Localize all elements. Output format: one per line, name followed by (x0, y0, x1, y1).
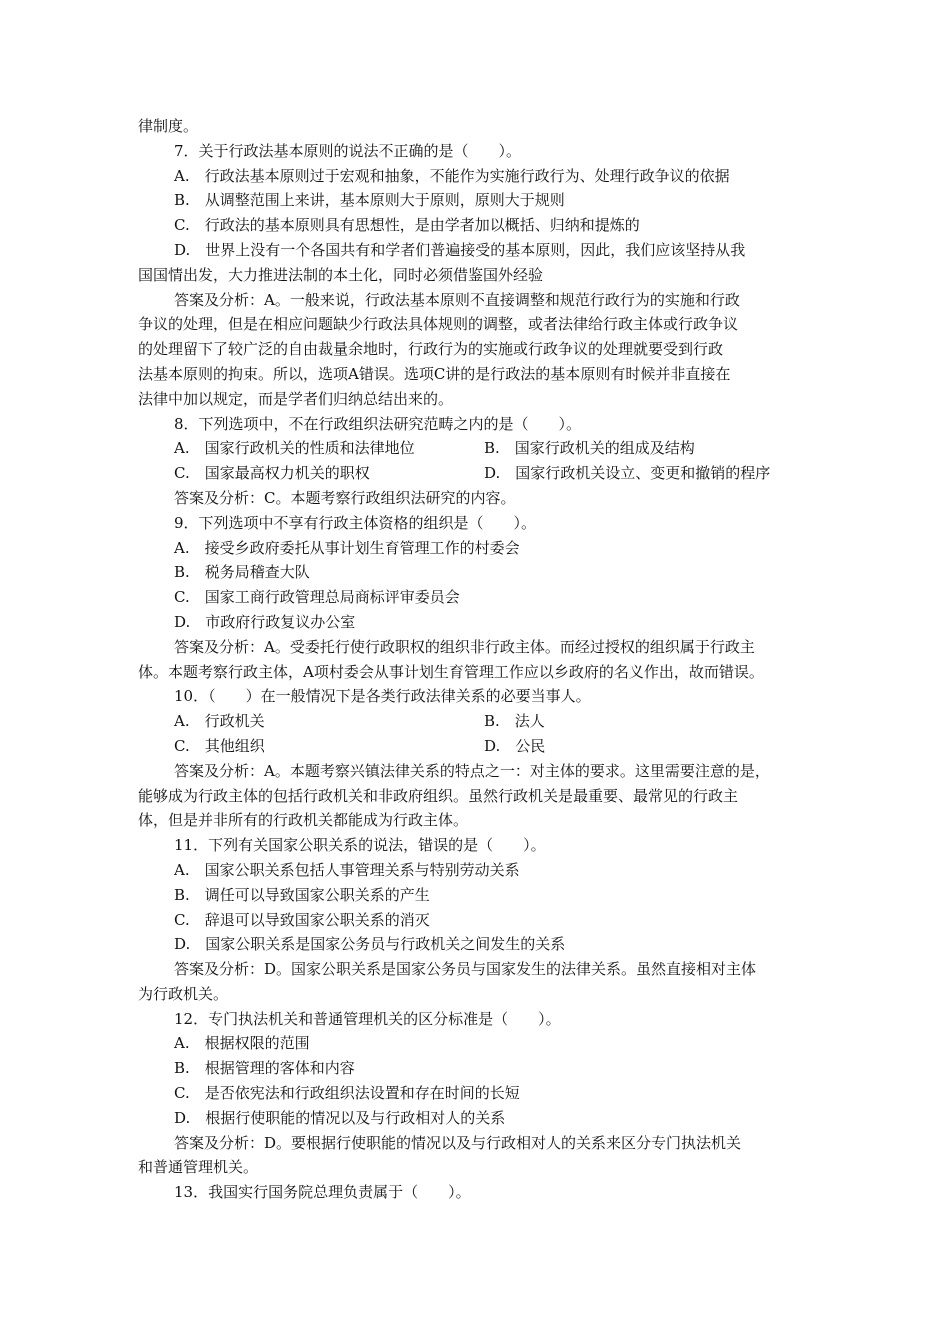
question-10-option-a: A. 行政机关 (174, 712, 265, 731)
question-10-answer-cont: 体，但是并非所有的行政机关都能成为行政主体。 (138, 811, 469, 830)
question-12-answer: 答案及分析：D。要根据行使职能的情况以及与行政相对人的关系来区分专门执法机关 (174, 1133, 742, 1152)
question-12-option-b: B. 根据管理的客体和内容 (174, 1059, 355, 1078)
question-7-option-c: C. 行政法的基本原则具有思想性，是由学者加以概括、归纳和提炼的 (174, 216, 640, 235)
question-9-option-c: C. 国家工商行政管理总局商标评审委员会 (174, 588, 460, 607)
question-12-stem: 12．专门执法机关和普通管理机关的区分标准是（ ）。 (174, 1009, 561, 1028)
question-7-answer: 答案及分析：A。一般来说，行政法基本原则不直接调整和规范行政行为的实施和行政 (174, 290, 740, 309)
question-11-stem: 11．下列有关国家公职关系的说法，错误的是（ ）。 (174, 836, 546, 855)
question-9-option-a: A. 接受乡政府委托从事计划生育管理工作的村委会 (174, 538, 520, 557)
question-7-answer-cont: 的处理留下了较广泛的自由裁量余地时，行政行为的实施或行政争议的处理就要受到行政 (138, 340, 724, 359)
question-8-stem: 8．下列选项中，不在行政组织法研究范畴之内的是（ ）。 (174, 414, 582, 433)
question-10-option-d: D. 公民 (484, 736, 546, 755)
question-8-answer: 答案及分析：C。本题考察行政组织法研究的内容。 (174, 488, 516, 507)
question-7-answer-cont: 争议的处理，但是在相应问题缺少行政法具体规则的调整，或者法律给行政主体或行政争议 (138, 315, 739, 334)
question-11-option-a: A. 国家公职关系包括人事管理关系与特别劳动关系 (174, 860, 520, 879)
question-9-option-b: B. 税务局稽查大队 (174, 563, 310, 582)
question-8-option-d: D. 国家行政机关设立、变更和撤销的程序 (484, 464, 771, 483)
question-12-option-c: C. 是否依宪法和行政组织法设置和存在时间的长短 (174, 1084, 520, 1103)
question-9-stem: 9．下列选项中不享有行政主体资格的组织是（ ）。 (174, 513, 537, 532)
question-10-answer-cont: 能够成为行政主体的包括行政机关和非政府组织。虽然行政机关是最重要、最常见的行政主 (138, 786, 739, 805)
question-10-options-row-2 (138, 734, 818, 759)
question-8-options-row-2 (138, 461, 818, 486)
question-8-option-b: B. 国家行政机关的组成及结构 (484, 439, 695, 458)
question-7-answer-cont: 法律中加以规定，而是学者们归纳总结出来的。 (138, 389, 454, 408)
question-13-stem: 13．我国实行国务院总理负责属于（ ）。 (174, 1183, 471, 1202)
question-7-answer-cont: 法基本原则的拘束。所以，选项A错误。选项C讲的是行政法的基本原则有时候并非直接在 (138, 364, 731, 383)
question-12-option-a: A. 根据权限的范围 (174, 1034, 310, 1053)
question-12-option-d: D. 根据行使职能的情况以及与行政相对人的关系 (174, 1108, 506, 1127)
question-11-answer-cont: 为行政机关。 (138, 984, 229, 1003)
question-10-options-row-1 (138, 709, 818, 734)
question-11-option-d: D. 国家公职关系是国家公务员与行政机关之间发生的关系 (174, 935, 566, 954)
question-11-option-b: B. 调任可以导致国家公职关系的产生 (174, 885, 430, 904)
question-9-answer: 答案及分析：A。受委托行使行政职权的组织非行政主体。而经过授权的组织属于行政主 (174, 637, 755, 656)
question-10-option-c: C. 其他组织 (174, 736, 265, 755)
question-10-answer: 答案及分析：A。本题考察兴镇法律关系的特点之一：对主体的要求。这里需要注意的是， (174, 761, 770, 780)
question-8-option-c: C. 国家最高权力机关的职权 (174, 464, 370, 483)
question-8-option-a: A. 国家行政机关的性质和法律地位 (174, 439, 415, 458)
question-7-stem: 7．关于行政法基本原则的说法不正确的是（ ）。 (174, 141, 522, 160)
question-11-option-c: C. 辞退可以导致国家公职关系的消灭 (174, 910, 430, 929)
question-7-option-a: A. 行政法基本原则过于宏观和抽象，不能作为实施行政行为、处理行政争议的依据 (174, 166, 730, 185)
question-12-answer-cont: 和普通管理机关。 (138, 1158, 259, 1177)
question-10-stem: 10．（ ）在一般情况下是各类行政法律关系的必要当事人。 (174, 687, 591, 706)
question-7-option-d: D. 世界上没有一个各国共有和学者们普遍接受的基本原则，因此，我们应该坚持从我 (174, 240, 746, 259)
question-11-answer: 答案及分析：D。国家公职关系是国家公务员与国家发生的法律关系。虽然直接相对主体 (174, 960, 757, 979)
question-7-option-b: B. 从调整范围上来讲，基本原则大于原则，原则大于规则 (174, 191, 565, 210)
intro-tail: 律制度。 (138, 117, 199, 135)
question-9-answer-cont: 体。本题考察行政主体，A项村委会从事计划生育管理工作应以乡政府的名义作出，故而错误。 (138, 662, 764, 681)
question-10-option-b: B. 法人 (484, 712, 545, 731)
question-9-option-d: D. 市政府行政复议办公室 (174, 612, 356, 631)
question-8-options-row-1 (138, 436, 818, 461)
question-7-option-d-cont: 国国情出发，大力推进法制的本土化，同时必须借鉴国外经验 (138, 265, 544, 284)
document-body (138, 114, 818, 1205)
